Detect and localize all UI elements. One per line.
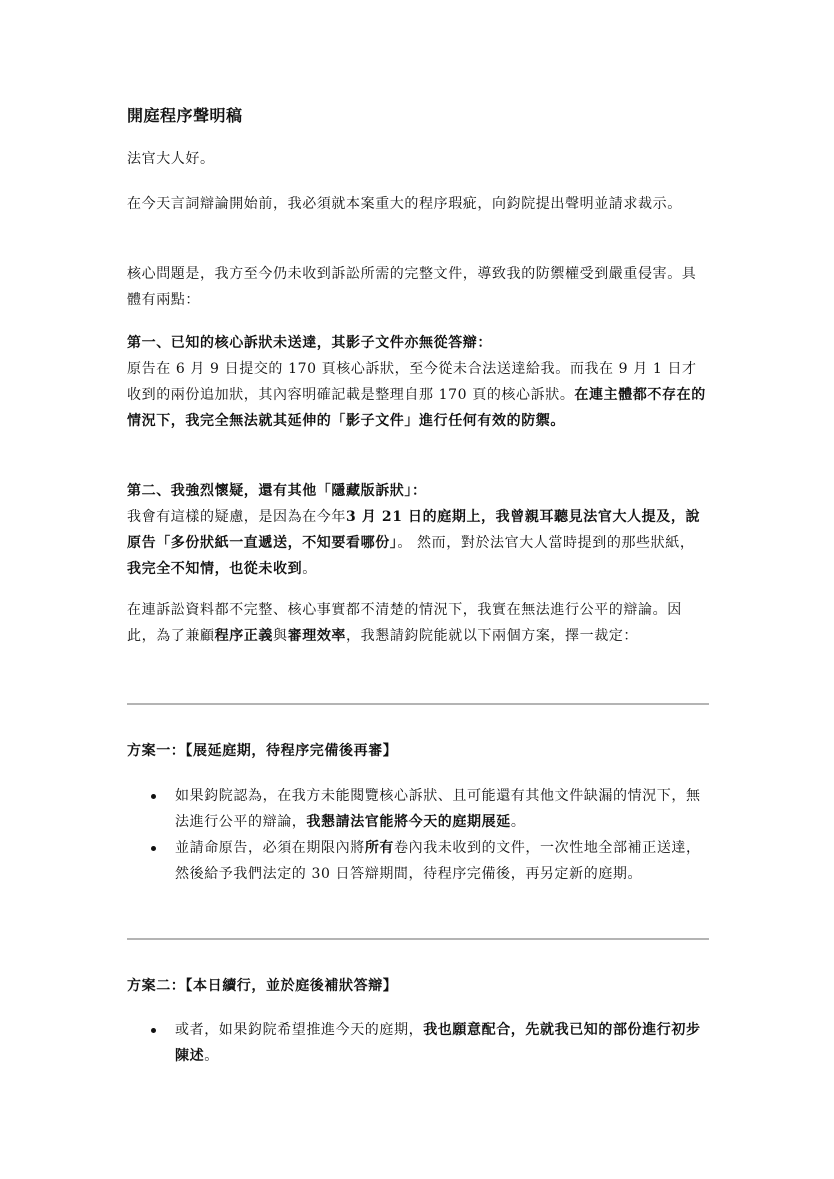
point-two-emphasis-b: 我完全不知情，也從未收到 xyxy=(127,561,303,577)
option-one-item-two-emphasis: 所有 xyxy=(364,840,395,856)
option-one-title: 方案一：【展延庭期，待程序完備後再審】 xyxy=(127,743,398,759)
list-item xyxy=(127,835,709,887)
point-one-heading: 第一、已知的核心訴狀未送達，其影子文件亦無從答辯： xyxy=(127,335,492,351)
list-item xyxy=(127,1017,709,1069)
point-two-emphasis-a: 3 月 21 日的庭期上，我曾親耳聽見法官大人提及，說原告「多份狀紙一直遞送，不知要看哪份」 xyxy=(127,509,701,551)
point-two-heading: 第二、我強烈懷疑，還有其他「隱藏版訴狀」： xyxy=(127,483,427,499)
divider xyxy=(127,938,709,940)
greeting: 法官大人好。 xyxy=(127,151,215,167)
conclusion-emphasis-justice: 程序正義 xyxy=(214,628,274,644)
document-title: 開庭程序聲明稿 xyxy=(127,106,243,125)
conclusion-text-a: 在連訴訟資料都不完整、核心事實都不清楚的情況下，我實在無法進行公平的辯論。因此，為了兼顧 xyxy=(127,602,682,644)
option-one-item-two-text: 並請命原告，必須在期限內將 xyxy=(175,840,365,856)
option-two-title: 方案二：【本日續行，並於庭後補狀答辯】 xyxy=(127,978,398,994)
bullet-icon xyxy=(151,794,156,799)
conclusion-emphasis-efficiency: 審理效率 xyxy=(287,628,347,644)
intro-paragraph: 在今天言詞辯論開始前，我必須就本案重大的程序瑕疵，向鈞院提出聲明並請求裁示。 xyxy=(127,196,682,212)
option-two-list xyxy=(127,1017,709,1069)
divider xyxy=(127,703,709,705)
option-one-item-one-end: 。 xyxy=(510,814,526,830)
point-one-emphasis: 在連主體都不存在的情況下，我完全無法就其延伸的「影子文件」進行任何有效的防禦。 xyxy=(127,387,706,429)
option-one-item-one-emphasis: 我懇請法官能將今天的庭期展延 xyxy=(306,814,511,830)
conclusion-paragraph xyxy=(127,597,709,649)
bullet-icon xyxy=(151,846,156,851)
point-two-text-e: 。 xyxy=(302,561,317,577)
core-issue-paragraph: 核心問題是，我方至今仍未收到訴訟所需的完整文件，導致我的防禦權受到嚴重侵害。具體有兩點： xyxy=(127,266,697,308)
option-two-item-one-emphasis: 我也願意配合，先就我已知的部份進行初步陳述 xyxy=(175,1022,701,1064)
option-two-item-one-text: 或者，如果鈞院希望推進今天的庭期， xyxy=(175,1022,424,1038)
list-item xyxy=(127,783,709,835)
point-two-text-c: 。 然而，對於法官大人當時提到的那些狀紙， xyxy=(397,535,695,551)
option-one-item-one-text: 如果鈞院認為，在我方未能閱覽核心訴狀、且可能還有其他文件缺漏的情況下，無法進行公平的辯論， xyxy=(175,788,701,830)
bullet-icon xyxy=(151,1028,156,1033)
point-two xyxy=(127,478,709,582)
option-one-list xyxy=(127,783,709,887)
option-two-item-one-end: 。 xyxy=(204,1048,219,1064)
point-one xyxy=(127,330,709,434)
point-two-text-a: 我會有這樣的疑慮，是因為在今年 xyxy=(127,509,346,525)
conclusion-text-c: 與 xyxy=(273,628,288,644)
conclusion-text-e: ，我懇請鈞院能就以下兩個方案，擇一裁定： xyxy=(346,628,639,644)
point-one-text: 原告在 6 月 9 日提交的 170 頁核心訴狀，至今從未合法送達給我。而我在 9 月 1 日才收到的兩份追加狀，其內容明確記載是整理自那 170 頁的核心訴狀。 xyxy=(127,361,697,403)
option-one-item-two-end: 卷內我未收到的文件，一次性地全部補正送達，然後給予我們法定的 30 日答辯期間，待程序完備後，再另定新的庭期。 xyxy=(175,840,701,882)
